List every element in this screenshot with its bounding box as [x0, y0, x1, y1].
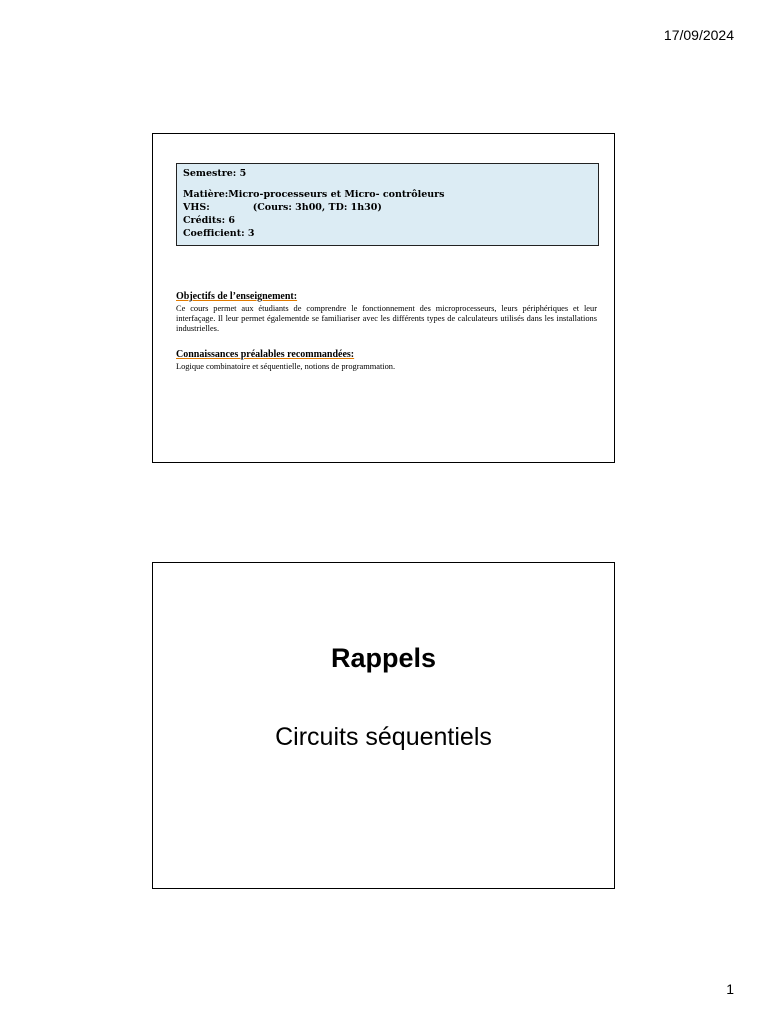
- slide-subtitle: Circuits séquentiels: [275, 723, 492, 751]
- connaissances-heading: Connaissances préalables recommandées:: [176, 349, 355, 360]
- page-number: 1: [726, 981, 734, 997]
- credits-line: Crédits: 6: [183, 215, 236, 226]
- slide-title: Rappels: [330, 643, 437, 673]
- slide-course-info: [152, 133, 615, 463]
- page-date: 17/09/2024: [663, 27, 734, 43]
- vhs-line: VHS: (Cours: 3h00, TD: 1h30): [183, 202, 382, 213]
- matiere-line: Matière:Micro-processeurs et Micro- contrôleurs: [183, 189, 445, 200]
- objectifs-heading: Objectifs de l’enseignement:: [176, 291, 298, 302]
- semestre-line: Semestre: 5: [183, 168, 247, 179]
- connaissances-section: [176, 348, 597, 372]
- course-info-box: [176, 163, 599, 246]
- coefficient-line: Coefficient: 3: [183, 228, 255, 239]
- objectifs-section: [176, 290, 597, 334]
- slide-rappels: [152, 562, 615, 889]
- connaissances-body: Logique combinatoire et séquentielle, notions de programmation.: [176, 362, 396, 371]
- objectifs-body: Ce cours permet aux étudiants de comprendre le fonctionnement des microprocesseurs, leurs périphériques et leur interfaçage. Il leur permet égalementde se familiariser avec les différents types de calculateurs utilisés dans les installations industrielles.: [176, 304, 597, 333]
